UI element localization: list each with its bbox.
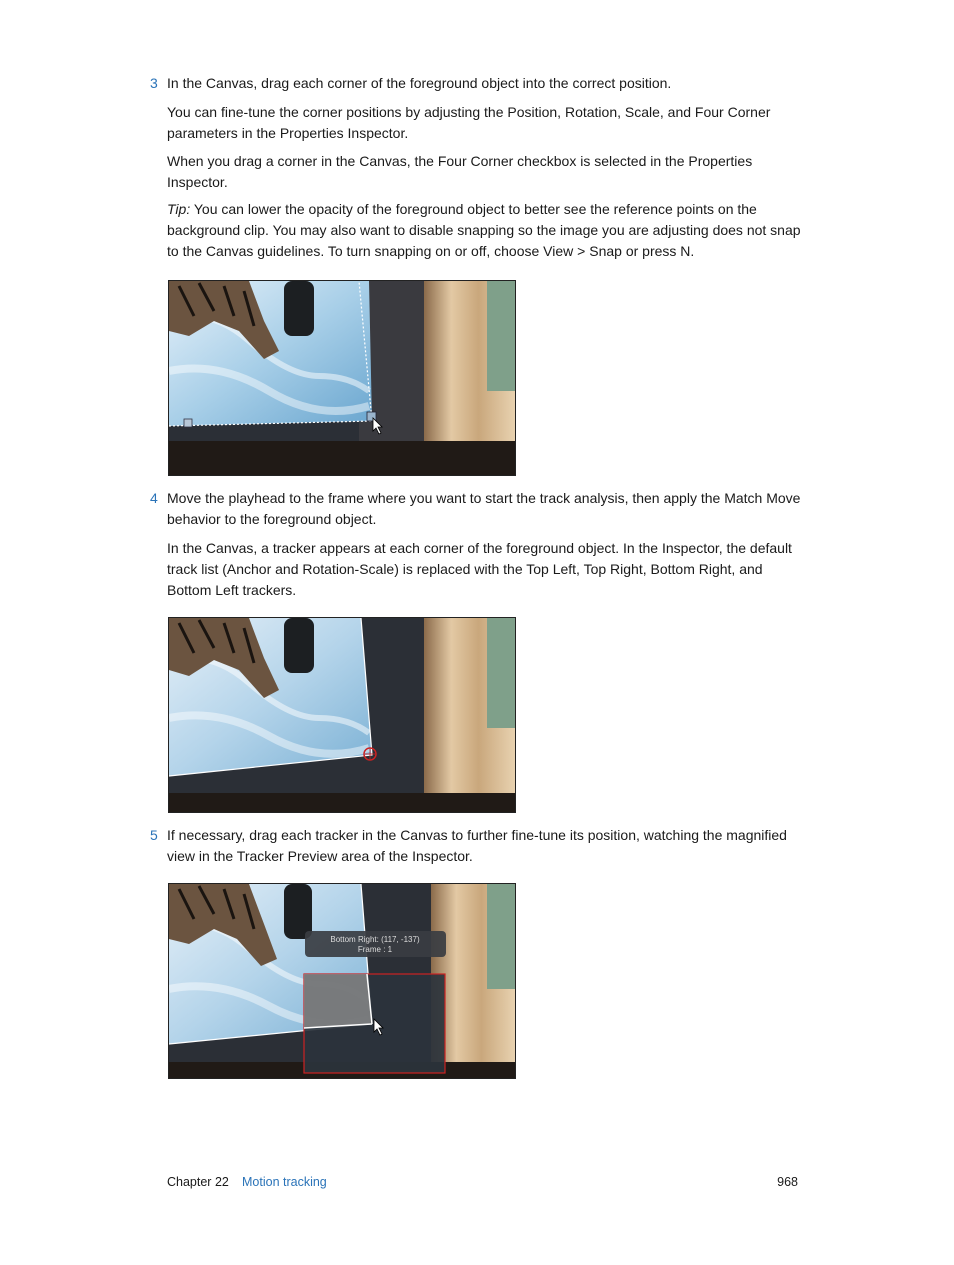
step-paragraph: You can fine-tune the corner positions by adjusting the Position, Rotation, Scale, and Four Corner parameters in the Properties Inspector. (167, 104, 771, 141)
step-number: 3 (150, 75, 158, 91)
step-number: 5 (150, 827, 158, 843)
step-number: 4 (150, 490, 158, 506)
step-instruction: Move the playhead to the frame where you want to start the track analysis, then apply the Match Move behavior to the foreground object. (167, 490, 801, 527)
tooltip-frame: Frame : 1 (357, 945, 393, 954)
tip-paragraph (167, 199, 807, 262)
tooltip-position: Bottom Right: (117, -137) (330, 935, 420, 944)
figure-tracker-preview (168, 883, 516, 1079)
canvas-screenshot-3 (169, 884, 515, 1078)
canvas-screenshot-1 (169, 281, 515, 475)
tip-label: Tip: (167, 201, 191, 217)
step-instruction: If necessary, drag each tracker in the Canvas to further fine-tune its position, watching the magnified view in the Tracker Preview area of the Inspector. (167, 827, 787, 864)
tip-text: You can lower the opacity of the foreground object to better see the reference points on the background clip. You may also want to disable snapping so the image you are adjusting does not snap to the Canvas guidelines. To turn snapping on or off, choose View > Snap or press N. (167, 201, 801, 259)
step-paragraph: When you drag a corner in the Canvas, the Four Corner checkbox is selected in the Properties Inspector. (167, 153, 753, 190)
figure-corner-drag (168, 280, 516, 476)
step-instruction: In the Canvas, drag each corner of the foreground object into the correct position. (167, 75, 672, 91)
step-paragraph: In the Canvas, a tracker appears at each corner of the foreground object. In the Inspector, the default track list (Anchor and Rotation-Scale) is replaced with the Top Left, Top Right, Bottom Right, and Bottom Left trackers. (167, 540, 792, 598)
canvas-screenshot-2 (169, 618, 515, 812)
figure-trackers (168, 617, 516, 813)
footer-page-number: 968 (777, 1175, 798, 1189)
footer-chapter-link[interactable]: Motion tracking (242, 1175, 327, 1189)
footer-chapter: Chapter 22 (167, 1175, 229, 1189)
